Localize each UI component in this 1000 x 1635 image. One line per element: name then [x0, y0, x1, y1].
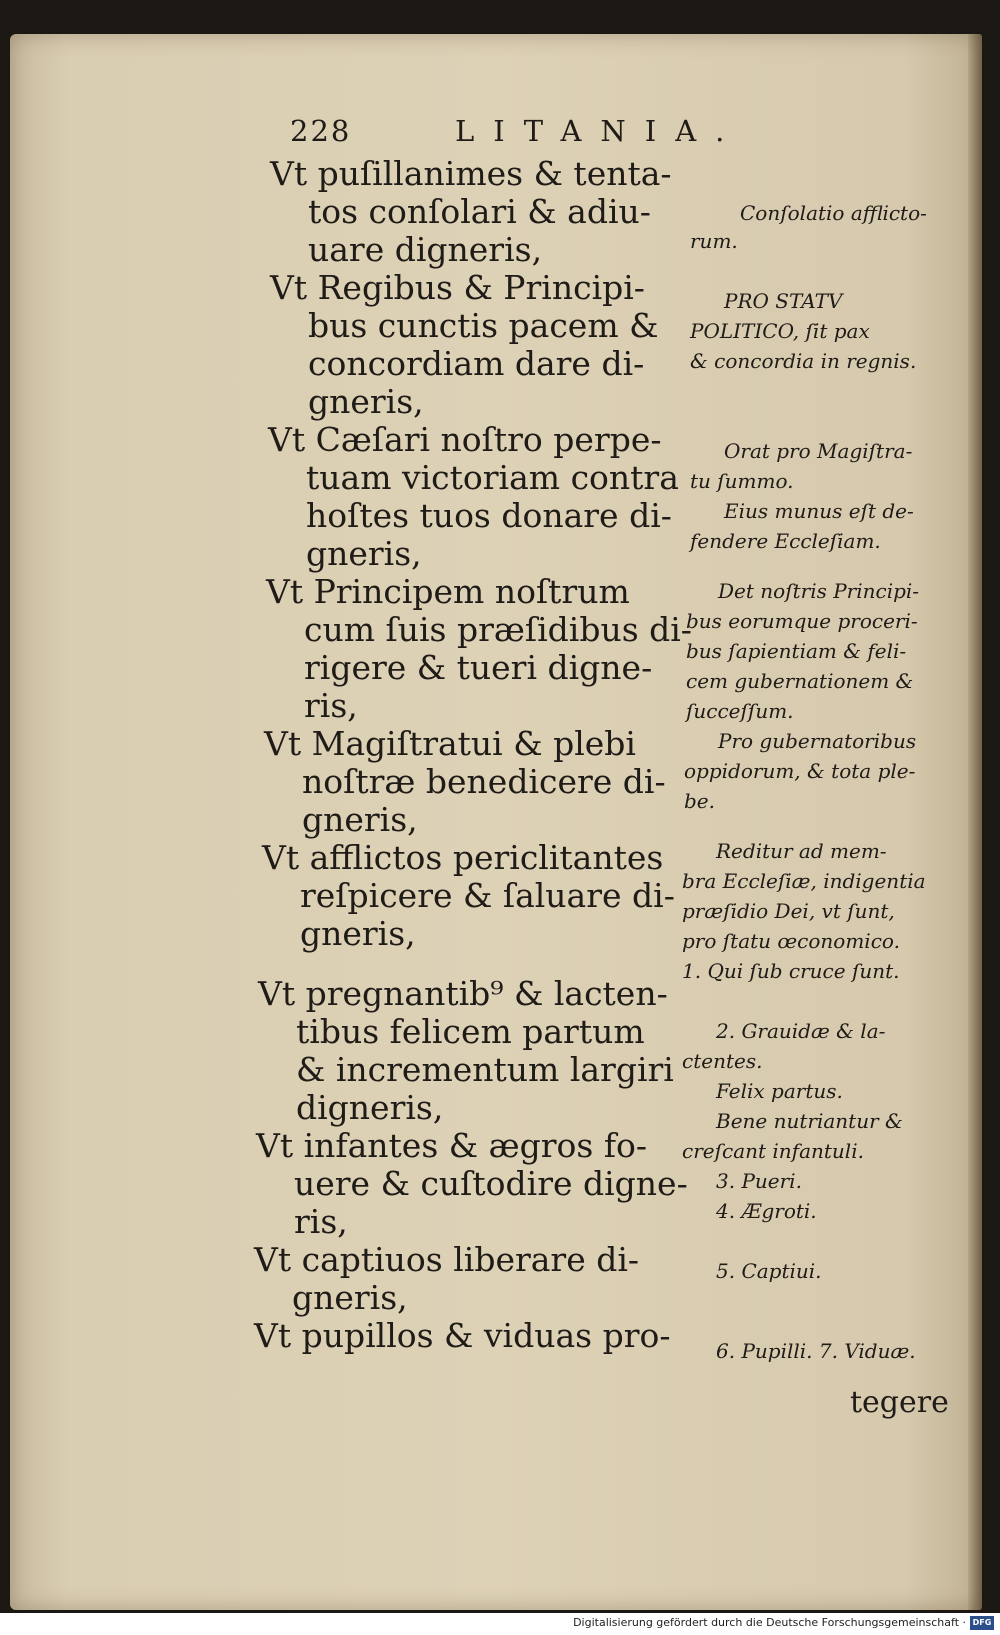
side-note-line: Pro gubernatoribus: [718, 729, 917, 753]
main-line: gneris,: [308, 382, 424, 421]
main-line: concordiam dare di-: [308, 344, 645, 383]
main-line: Vt puſillanimes & tenta-: [270, 154, 672, 193]
main-line: Vt infantes & ægros fo-: [256, 1126, 648, 1165]
main-line: noſtræ benedicere di-: [302, 762, 666, 801]
main-line: hoſtes tuos donare di-: [306, 496, 672, 535]
main-line: gneris,: [306, 534, 422, 573]
side-note-line: bra Eccleſiæ, indigentia: [682, 869, 926, 893]
side-note-line: Eius munus eſt de-: [724, 499, 914, 523]
side-note-line: Reditur ad mem-: [716, 839, 887, 863]
main-line: Vt captiuos liberare di-: [254, 1240, 640, 1279]
main-line: gneris,: [292, 1278, 408, 1317]
side-note-line: Conſolatio afflicto-: [740, 201, 927, 225]
side-note-line: fendere Eccleſiam.: [690, 529, 881, 553]
main-line: Vt Magiſtratui & plebi: [264, 724, 636, 763]
main-line: Vt pupillos & viduas pro-: [254, 1316, 671, 1355]
side-note-line: 4. Ægroti.: [716, 1199, 817, 1223]
side-note-line: Orat pro Magiſtra-: [724, 439, 913, 463]
main-line: & incrementum largiri: [296, 1050, 674, 1089]
main-line: uere & cuſtodire digne-: [294, 1164, 688, 1203]
side-note-line: bus ſapientiam & feli-: [686, 639, 907, 663]
main-line: Vt pregnantib⁹ & lacten-: [258, 974, 668, 1013]
main-line: ris,: [294, 1202, 348, 1241]
side-note-line: 2. Grauidæ & la-: [716, 1019, 886, 1043]
side-note-line: 5. Captiui.: [716, 1259, 822, 1283]
main-line: tibus felicem partum: [296, 1012, 645, 1051]
side-note-line: rum.: [690, 229, 738, 253]
main-line: Vt afflictos periclitantes: [262, 838, 664, 877]
side-note-line: Felix partus.: [716, 1079, 843, 1103]
page-edge: [968, 34, 982, 1610]
main-line: ris,: [304, 686, 358, 725]
main-line: tos conſolari & adiu-: [308, 192, 651, 231]
side-note-line: Bene nutriantur &: [716, 1109, 903, 1133]
running-title: LITANIA.: [455, 114, 744, 148]
side-note-line: oppidorum, & tota ple-: [684, 759, 916, 783]
running-header: [290, 114, 750, 154]
main-line: reſpicere & ſaluare di-: [300, 876, 675, 915]
side-note-line: præſidio Dei, vt ſunt,: [682, 899, 895, 923]
side-note-line: 1. Qui ſub cruce ſunt.: [682, 959, 900, 983]
dfg-logo: DFG: [970, 1616, 994, 1630]
side-note-line: 6. Pupilli. 7. Viduæ.: [716, 1339, 916, 1363]
side-note-line: bus eorumque proceri-: [686, 609, 918, 633]
catchword: tegere: [850, 1385, 949, 1420]
side-note-line: ctentes.: [682, 1049, 763, 1073]
side-note-line: cem gubernationem &: [686, 669, 914, 693]
side-note-line: POLITICO, ſit pax: [690, 319, 870, 343]
main-line: Vt Cæſari noſtro perpe-: [268, 420, 662, 459]
side-note-line: creſcant infantuli.: [682, 1139, 864, 1163]
page-number: 228: [290, 114, 352, 148]
side-note-line: pro ſtatu œconomico.: [682, 929, 900, 953]
main-line: cum ſuis præſidibus di-: [304, 610, 692, 649]
side-note-line: & concordia in regnis.: [690, 349, 917, 373]
main-line: tuam victoriam contra: [306, 458, 679, 497]
main-line: digneris,: [296, 1088, 444, 1127]
main-line: rigere & tueri digne-: [304, 648, 653, 687]
side-note-line: be.: [684, 789, 715, 813]
main-line: uare digneris,: [308, 230, 543, 269]
main-line: gneris,: [300, 914, 416, 953]
digitization-footer: [0, 1613, 1000, 1635]
main-line: gneris,: [302, 800, 418, 839]
side-note-line: PRO STATV: [724, 289, 843, 313]
footer-credit: Digitalisierung gefördert durch die Deutsche Forschungsgemeinschaft ·: [573, 1616, 966, 1629]
side-note-line: ſucceſſum.: [686, 699, 794, 723]
side-note-line: Det noſtris Principi-: [718, 579, 920, 603]
main-line: Vt Regibus & Principi-: [270, 268, 645, 307]
side-note-line: tu ſummo.: [690, 469, 794, 493]
main-line: Vt Principem noſtrum: [266, 572, 630, 611]
side-note-line: 3. Pueri.: [716, 1169, 802, 1193]
main-line: bus cunctis pacem &: [308, 306, 659, 345]
